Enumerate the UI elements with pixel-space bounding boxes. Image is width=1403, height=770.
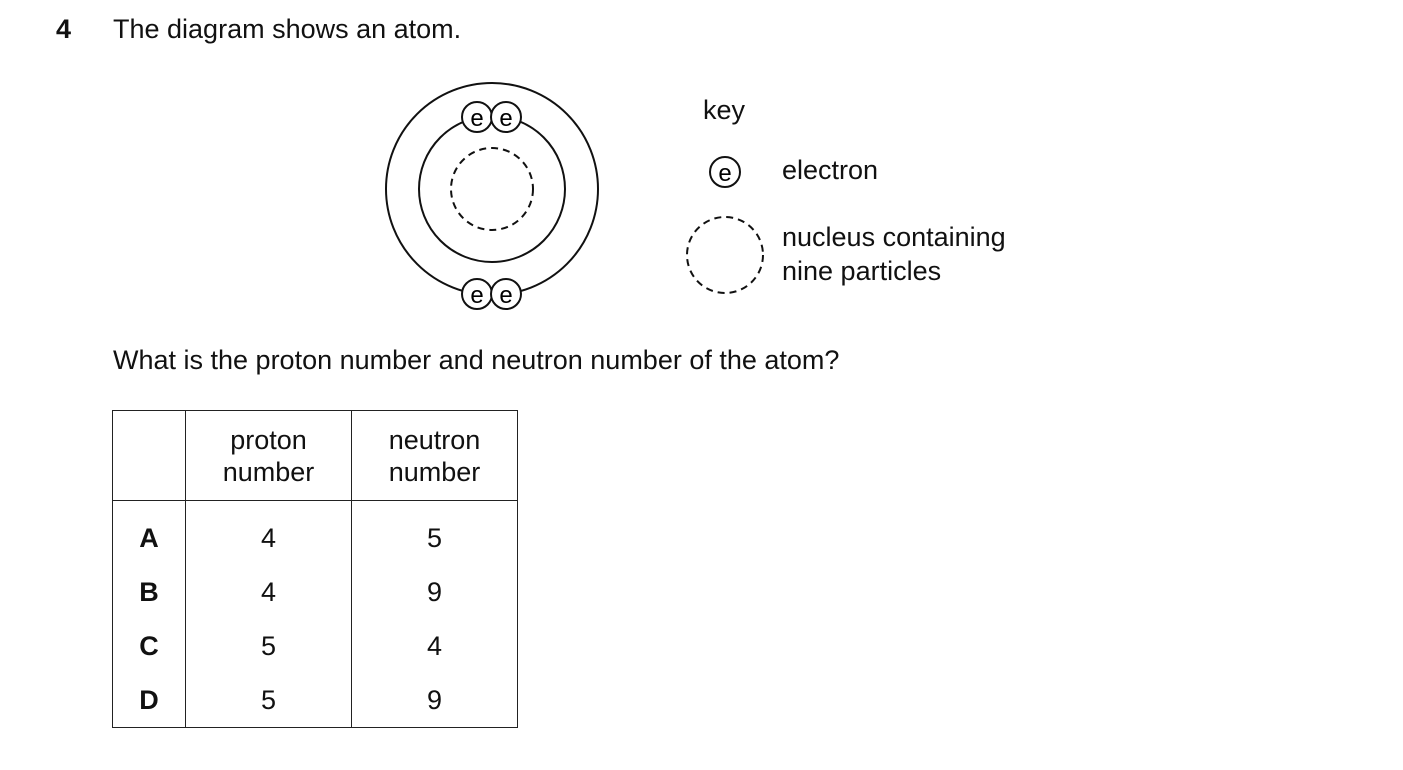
question-number: 4 — [56, 14, 72, 44]
nucleus — [451, 148, 533, 230]
question-stem: The diagram shows an atom. — [113, 14, 462, 44]
electron-top-left — [462, 102, 492, 132]
proton-value: 4 — [186, 501, 352, 566]
question-prompt: What is the proton number and neutron number of the atom? — [113, 345, 840, 375]
inner-shell — [419, 116, 565, 262]
key-nucleus-symbol — [687, 217, 763, 293]
answer-table-header — [113, 411, 518, 501]
proton-value: 5 — [186, 673, 352, 728]
proton-value: 5 — [186, 619, 352, 673]
neutron-value: 9 — [352, 565, 518, 619]
header-neutron-number — [352, 411, 518, 501]
proton-value: 4 — [186, 565, 352, 619]
key-nucleus-label-line1: nucleus containing — [782, 222, 1006, 252]
table-row — [113, 565, 518, 619]
key-electron-label: electron — [782, 155, 879, 185]
table-row — [113, 619, 518, 673]
key-nucleus-label — [782, 220, 1006, 288]
option-letter: C — [113, 619, 186, 673]
table-row — [113, 501, 518, 566]
neutron-value: 5 — [352, 501, 518, 566]
svg-text:e: e — [499, 105, 513, 132]
neutron-value: 4 — [352, 619, 518, 673]
electron-bottom-right — [491, 279, 521, 309]
svg-text:e: e — [470, 105, 484, 132]
electron-bottom-left — [462, 279, 492, 309]
svg-text:e: e — [470, 282, 484, 309]
neutron-value: 9 — [352, 673, 518, 728]
header-neutron-line2: number — [388, 456, 481, 487]
svg-text:e: e — [718, 160, 732, 187]
option-letter: A — [113, 501, 186, 566]
header-neutron-line1: neutron — [388, 424, 481, 455]
header-proton-number — [186, 411, 352, 501]
electron-top-right — [491, 102, 521, 132]
table-row — [113, 673, 518, 728]
header-proton-line2: number — [222, 456, 315, 487]
header-proton-line1: proton — [230, 424, 307, 455]
answer-table — [112, 410, 518, 728]
svg-text:e: e — [499, 282, 513, 309]
key-electron-symbol — [710, 157, 740, 187]
option-letter: D — [113, 673, 186, 728]
option-letter: B — [113, 565, 186, 619]
key-title: key — [703, 95, 746, 125]
key-nucleus-label-line2: nine particles — [782, 256, 942, 286]
header-blank — [113, 411, 186, 501]
